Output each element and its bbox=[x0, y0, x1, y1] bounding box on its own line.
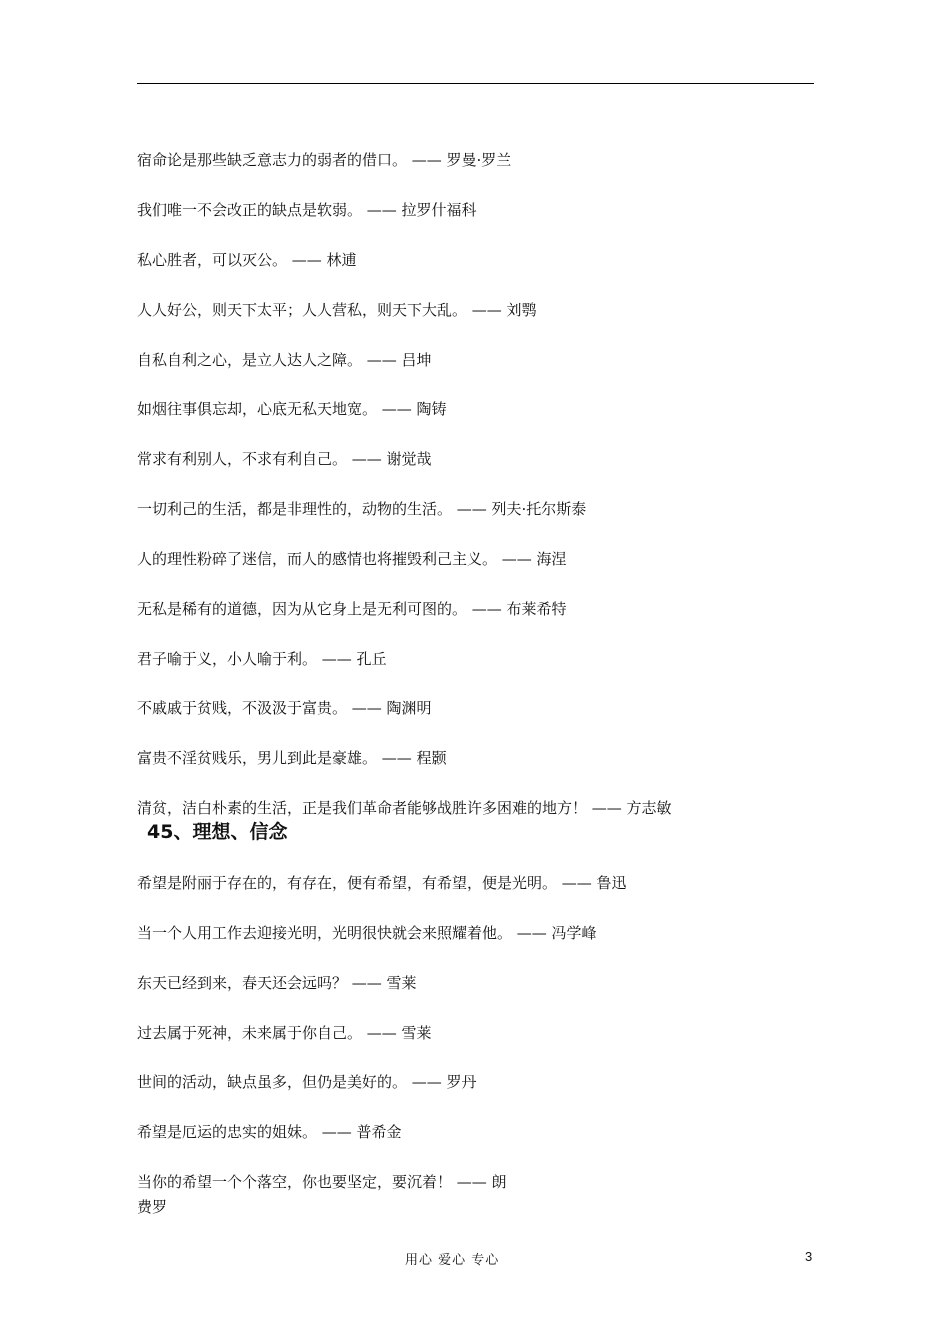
quote-line: 希望是附丽于存在的，有存在，便有希望，有希望，便是光明。 —— 鲁迅 bbox=[137, 874, 627, 892]
quote-line: 富贵不淫贫贱乐，男儿到此是豪雄。 —— 程颢 bbox=[137, 749, 447, 767]
quote-line: 当你的希望一个个落空，你也要坚定，要沉着！ —— 朗 bbox=[137, 1173, 507, 1191]
quote-line: 东天已经到来，春天还会远吗？ —— 雪莱 bbox=[137, 974, 417, 992]
quote-line: 当一个人用工作去迎接光明，光明很快就会来照耀着他。 —— 冯学峰 bbox=[137, 924, 597, 942]
quote-line: 世间的活动，缺点虽多，但仍是美好的。 —— 罗丹 bbox=[137, 1073, 477, 1091]
quote-line: 自私自利之心，是立人达人之障。 —— 吕坤 bbox=[137, 351, 432, 369]
quote-line: 过去属于死神，未来属于你自己。 —— 雪莱 bbox=[137, 1024, 432, 1042]
quote-line: 费罗 bbox=[137, 1198, 168, 1216]
quote-line: 不戚戚于贫贱，不汲汲于富贵。 —— 陶渊明 bbox=[137, 699, 432, 717]
quote-line: 我们唯一不会改正的缺点是软弱。 —— 拉罗什福科 bbox=[137, 201, 477, 219]
page-number: 3 bbox=[805, 1249, 813, 1264]
page-footer: 用心 爱心 专心 bbox=[405, 1253, 500, 1268]
quote-line: 君子喻于义，小人喻于利。 —— 孔丘 bbox=[137, 650, 387, 668]
quote-line: 如烟往事俱忘却，心底无私天地宽。 —— 陶铸 bbox=[137, 400, 447, 418]
quote-line: 人人好公，则天下太平；人人营私，则天下大乱。 —— 刘鹗 bbox=[137, 301, 537, 319]
section-heading: 45、理想、信念 bbox=[147, 821, 288, 843]
quote-line: 希望是厄运的忠实的姐妹。 —— 普希金 bbox=[137, 1123, 402, 1141]
quote-line: 无私是稀有的道德，因为从它身上是无利可图的。 —— 布莱希特 bbox=[137, 600, 567, 618]
quote-line: 一切利己的生活，都是非理性的，动物的生活。 —— 列夫·托尔斯泰 bbox=[137, 500, 587, 518]
quote-line: 宿命论是那些缺乏意志力的弱者的借口。 —— 罗曼·罗兰 bbox=[137, 151, 512, 169]
quote-line: 常求有利别人，不求有利自己。 —— 谢觉哉 bbox=[137, 450, 432, 468]
quote-line: 清贫，洁白朴素的生活，正是我们革命者能够战胜许多困难的地方！ —— 方志敏 bbox=[137, 799, 672, 817]
header-rule bbox=[137, 83, 814, 84]
quote-line: 私心胜者，可以灭公。 —— 林逋 bbox=[137, 251, 357, 269]
quote-line: 人的理性粉碎了迷信，而人的感情也将摧毁利己主义。 —— 海涅 bbox=[137, 550, 567, 568]
